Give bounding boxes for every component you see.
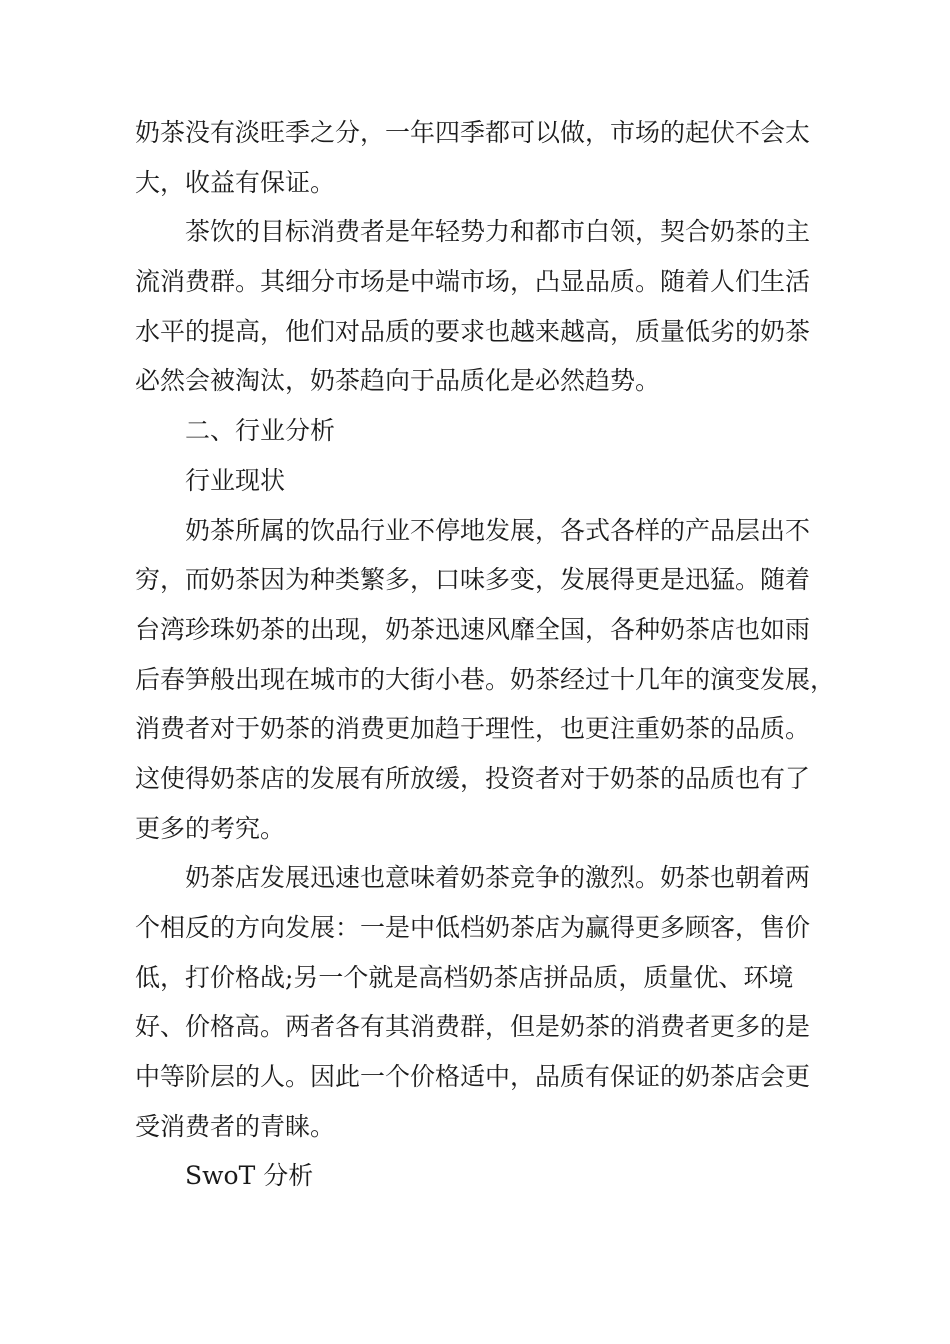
text-line: 个相反的方向发展：一是中低档奶茶店为赢得更多顾客，售价 bbox=[135, 913, 811, 942]
text-line: 奶茶店发展迅速也意味着奶茶竞争的激烈。奶茶也朝着两 bbox=[185, 863, 811, 893]
text-line: 台湾珍珠奶茶的出现，奶茶迅速风靡全国，各种奶茶店也如雨 bbox=[135, 614, 811, 644]
subheading-swot-analysis bbox=[135, 1151, 835, 1201]
heading-text: 行业现状 bbox=[185, 465, 286, 495]
text-line: 奶茶没有淡旺季之分，一年四季都可以做，市场的起伏不会太 bbox=[135, 118, 811, 147]
paragraph-competition bbox=[135, 853, 835, 1151]
paragraph-seasonality bbox=[135, 108, 835, 207]
text-line: 大，收益有保证。 bbox=[135, 167, 336, 197]
text-line: 受消费者的青睐。 bbox=[135, 1111, 336, 1141]
text-line: 消费者对于奶茶的消费更加趋于理性，也更注重奶茶的品质。 bbox=[135, 714, 811, 744]
text-line: 这使得奶茶店的发展有所放缓，投资者对于奶茶的品质也有了 bbox=[135, 763, 811, 793]
text-line: 必然会被淘汰，奶茶趋向于品质化是必然趋势。 bbox=[135, 366, 661, 396]
paragraph-target-consumers bbox=[135, 207, 835, 406]
text-line: 中等阶层的人。因此一个价格适中，品质有保证的奶茶店会更 bbox=[135, 1062, 811, 1092]
text-line: 奶茶所属的饮品行业不停地发展，各式各样的产品层出不 bbox=[185, 515, 811, 545]
text-line: 茶饮的目标消费者是年轻势力和都市白领，契合奶茶的主 bbox=[185, 217, 811, 247]
heading-text: 二、行业分析 bbox=[185, 416, 336, 446]
text-line: 后春笋般出现在城市的大街小巷。奶茶经过十几年的演变发展， bbox=[135, 664, 836, 694]
heading-text: SwoT 分析 bbox=[185, 1161, 314, 1191]
text-line: 好、价格高。两者各有其消费群，但是奶茶的消费者更多的是 bbox=[135, 1012, 811, 1042]
document-body bbox=[135, 108, 835, 1201]
section-heading-industry-analysis bbox=[135, 406, 835, 456]
text-line: 更多的考究。 bbox=[135, 813, 286, 843]
text-line: 穷，而奶茶因为种类繁多，口味多变，发展得更是迅猛。随着 bbox=[135, 565, 811, 595]
text-line: 水平的提高，他们对品质的要求也越来越高，质量低劣的奶茶 bbox=[135, 316, 811, 346]
paragraph-industry-status bbox=[135, 506, 835, 854]
text-line: 低，打价格战;另一个就是高档奶茶店拼品质，质量优、环境 bbox=[135, 962, 794, 992]
subheading-industry-status bbox=[135, 456, 835, 506]
text-line: 流消费群。其细分市场是中端市场，凸显品质。随着人们生活 bbox=[135, 267, 811, 297]
